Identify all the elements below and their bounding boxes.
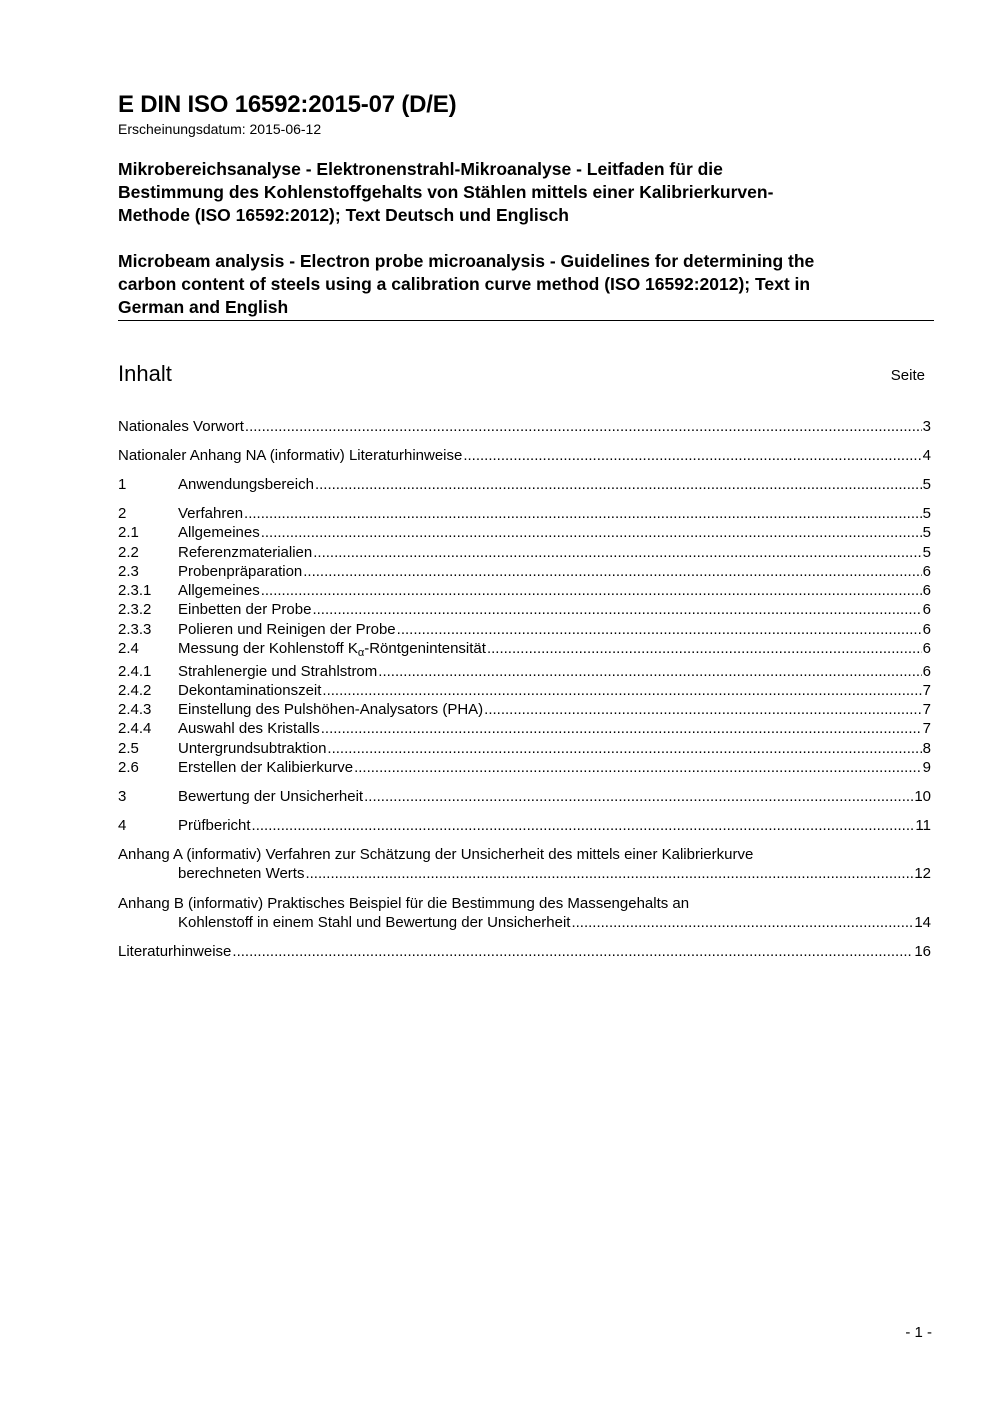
toc-entry-title-text: Bewertung der Unsicherheit [178, 788, 364, 805]
title-german-line: Bestimmung des Kohlenstoffgehalts von Stählen mittels einer Kalibrierkurven- [118, 182, 774, 202]
toc-entry-title [178, 581, 260, 600]
toc-entry-title-suffix: -Röntgenintensität [364, 640, 486, 657]
title-english [118, 250, 938, 319]
toc-entry[interactable] [118, 600, 931, 619]
toc-entry-number: 2 [118, 505, 127, 522]
dot-leader [305, 864, 913, 883]
title-german-line: Mikrobereichsanalyse - Elektronenstrahl-Mikroanalyse - Leitfaden für die [118, 159, 723, 179]
toc-entry-title [178, 504, 243, 523]
toc-entry-title-text: Referenzmaterialien [178, 544, 313, 561]
toc-entry-title-text: Untergrundsubtraktion [178, 740, 327, 757]
toc-entry-number: 2.3.1 [118, 582, 152, 599]
toc-page-label: Seite [890, 367, 925, 384]
dot-leader [252, 816, 915, 835]
toc-entry-number: 2.4.4 [118, 720, 152, 737]
toc-entry-page: 5 [922, 524, 931, 541]
toc-entry[interactable] [118, 739, 931, 758]
toc-entry-title [118, 942, 231, 961]
toc-entry-title-text: Strahlenergie und Strahlstrom [178, 663, 378, 680]
toc-entry[interactable] [118, 662, 931, 681]
toc-entry-title-text: Einstellung des Pulshöhen-Analysators (PHA) [178, 701, 484, 718]
toc-entry-page: 11 [915, 817, 931, 834]
toc-entry-page: 14 [914, 914, 931, 931]
toc-entry-title-text: Allgemeines [178, 524, 260, 541]
dot-leader [312, 600, 921, 619]
toc-entry-number: 2.4 [118, 640, 139, 657]
toc-entry-page: 8 [922, 740, 931, 757]
toc-entry[interactable] [118, 758, 931, 777]
publication-date: Erscheinungsdatum: 2015-06-12 [118, 121, 322, 137]
toc-entry-number: 2.5 [118, 740, 139, 757]
dot-leader [232, 942, 913, 961]
toc-entry-number: 3 [118, 788, 127, 805]
dot-leader [321, 719, 922, 738]
toc-entry-title [178, 758, 353, 777]
toc-entry-page: 7 [922, 720, 931, 737]
toc-entry-number: 2.2 [118, 544, 139, 561]
toc-entry-number: 4 [118, 817, 127, 834]
title-german [118, 158, 938, 227]
dot-leader [313, 543, 921, 562]
toc-entry-title [178, 913, 570, 932]
toc-entry[interactable] [118, 620, 931, 639]
toc-entry-page: 9 [922, 759, 931, 776]
toc-entry[interactable] [118, 523, 931, 542]
toc-entry-title [178, 719, 320, 738]
toc-entry-page: 6 [922, 640, 931, 657]
toc-entry-title [118, 417, 244, 436]
dot-leader [571, 913, 913, 932]
toc-entry-title-text: Probenpräparation [178, 563, 303, 580]
toc-entry-page: 16 [914, 943, 931, 960]
toc-entry-title-text: Polieren und Reinigen der Probe [178, 621, 396, 638]
toc-entry-page: 5 [922, 544, 931, 561]
title-english-line: Microbeam analysis - Electron probe microanalysis - Guidelines for determining the [118, 251, 815, 271]
toc-entry-title [178, 739, 326, 758]
dot-leader [315, 475, 922, 494]
toc-entry-title [178, 700, 483, 719]
dot-leader [244, 504, 922, 523]
title-english-line: carbon content of steels using a calibration curve method (ISO 16592:2012); Text in [118, 274, 811, 294]
page-number: - 1 - [905, 1324, 932, 1341]
toc-entry-page: 6 [922, 621, 931, 638]
toc-entry-page: 12 [914, 865, 931, 882]
toc-entry-title-text: Nationales Vorwort [118, 418, 244, 435]
toc-entry-title-text: Messung der Kohlenstoff K [178, 640, 358, 657]
toc-entry[interactable] [118, 639, 931, 658]
toc-entry-page: 5 [922, 476, 931, 493]
dot-leader [261, 523, 922, 542]
toc-entry[interactable] [118, 787, 931, 806]
title-english-line: German and English [118, 297, 289, 317]
toc-entry-title-text: Erstellen der Kalibierkurve [178, 759, 354, 776]
document-id: E DIN ISO 16592:2015-07 (D/E) [118, 91, 457, 118]
toc-entry-title [178, 864, 304, 883]
toc-entry-title-text: Auswahl des Kristalls [178, 720, 320, 737]
dot-leader [397, 620, 922, 639]
toc-entry-title-text: Allgemeines [178, 582, 260, 599]
toc-entry-title [118, 446, 462, 465]
toc-entry-page: 4 [922, 447, 931, 464]
toc-entry[interactable] [118, 681, 931, 700]
dot-leader [261, 581, 922, 600]
toc-entry-number: 2.4.2 [118, 682, 152, 699]
toc-entry-page: 5 [922, 505, 931, 522]
toc-entry-page: 7 [922, 701, 931, 718]
toc-entry-number: 2.1 [118, 524, 139, 541]
toc-heading: Inhalt [118, 361, 172, 386]
toc-entry-title-text: Verfahren [178, 505, 244, 522]
toc-entry-title [178, 475, 314, 494]
dot-leader [322, 681, 921, 700]
toc-entry-heading: Anhang B (informativ) Praktisches Beispiel für die Bestimmung des Massengehalts an [118, 895, 690, 912]
toc-entry-title [178, 787, 363, 806]
toc-entry-page: 6 [922, 563, 931, 580]
toc-entry-title-text: Einbetten der Probe [178, 601, 312, 618]
toc-entry-heading: Anhang A (informativ) Verfahren zur Schätzung der Unsicherheit des mittels einer Kalibrierkurve [118, 846, 754, 863]
toc-entry-title-text: Prüfbericht [178, 817, 251, 834]
toc-entry-page: 6 [922, 663, 931, 680]
toc-entry[interactable] [118, 816, 931, 835]
toc-entry-number: 2.4.3 [118, 701, 152, 718]
toc-entry-number: 2.6 [118, 759, 139, 776]
toc-entry-page: 10 [914, 788, 931, 805]
alpha-subscript: α [357, 647, 365, 659]
dot-leader [487, 639, 922, 658]
toc-entry[interactable] [118, 700, 931, 719]
toc-entry[interactable] [118, 475, 931, 494]
toc-entry-title [178, 620, 396, 639]
toc-entry-number: 2.3 [118, 563, 139, 580]
toc-entry-title-text: Kohlenstoff in einem Stahl und Bewertung der Unsicherheit [178, 914, 571, 931]
title-divider [118, 320, 934, 321]
toc-entry-title [178, 681, 321, 700]
dot-leader [364, 787, 913, 806]
toc-entry-number: 2.3.3 [118, 621, 152, 638]
dot-leader [303, 562, 921, 581]
toc-entry[interactable] [118, 417, 931, 436]
dot-leader [354, 758, 922, 777]
toc-entry[interactable] [118, 913, 931, 932]
toc-entry[interactable] [118, 446, 931, 465]
toc-entry-title [178, 562, 302, 581]
toc-entry-title-text: Anwendungsbereich [178, 476, 314, 493]
toc-entry[interactable] [118, 581, 931, 600]
toc-entry-page: 6 [922, 582, 931, 599]
toc-entry-title [178, 543, 312, 562]
toc-entry-page: 7 [922, 682, 931, 699]
toc-entry[interactable] [118, 719, 931, 738]
toc-entry-page: 6 [922, 601, 931, 618]
toc-entry-title-text: Nationaler Anhang NA (informativ) Literaturhinweise [118, 447, 463, 464]
toc-entry[interactable] [118, 942, 931, 961]
toc-entry-title-text: Literaturhinweise [118, 943, 232, 960]
toc-entry-title [178, 662, 377, 681]
toc-entry-page: 3 [922, 418, 931, 435]
dot-leader [378, 662, 921, 681]
toc-entry-number: 2.3.2 [118, 601, 152, 618]
dot-leader [327, 739, 921, 758]
toc-entry[interactable] [118, 864, 931, 883]
toc-entry-title [178, 523, 260, 542]
title-german-line: Methode (ISO 16592:2012); Text Deutsch und Englisch [118, 205, 569, 225]
dot-leader [463, 446, 921, 465]
toc-entry-number: 2.4.1 [118, 663, 152, 680]
toc-entry-title [178, 639, 486, 663]
toc-entry-title [178, 600, 311, 619]
toc-entry-title-text: berechneten Werts [178, 865, 305, 882]
toc-entry-number: 1 [118, 476, 127, 493]
dot-leader [245, 417, 922, 436]
toc-entry-title [178, 816, 251, 835]
dot-leader [484, 700, 922, 719]
toc-entry[interactable] [118, 562, 931, 581]
toc-entry-title-text: Dekontaminationszeit [178, 682, 322, 699]
toc-entry[interactable] [118, 504, 931, 523]
toc-entry[interactable] [118, 543, 931, 562]
